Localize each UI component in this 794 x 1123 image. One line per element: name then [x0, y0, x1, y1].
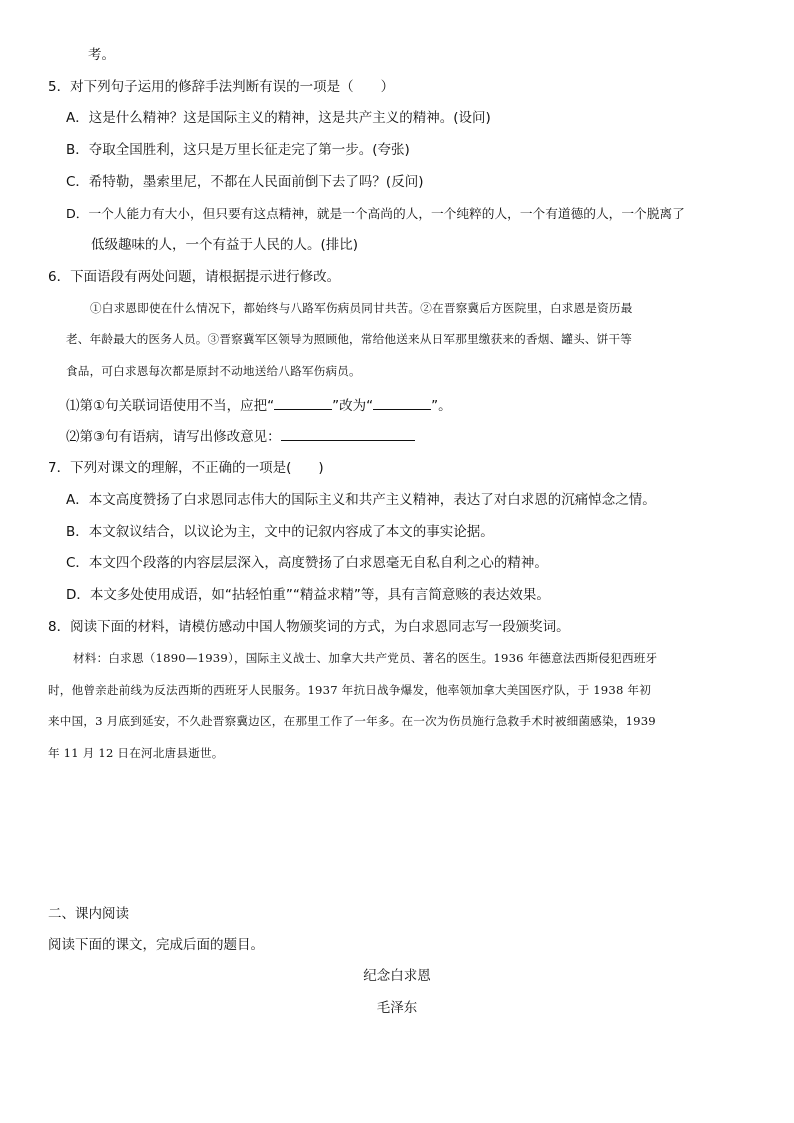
sub-2-answer-blank[interactable] — [281, 427, 415, 441]
sub-1-answer-blank-2[interactable] — [373, 396, 431, 410]
question-7-stem: 7．下列对课文的理解，不正确的一项是( ) — [48, 460, 324, 476]
sub-1-prefix: ⑴第①句关联词语使用不当，应把“ — [66, 398, 275, 414]
sub-2-prefix: ⑵第③句有语病，请写出修改意见： — [66, 429, 281, 445]
question-6-passage-line-2: 老、年龄最大的医务人员。③晋察冀军区领导为照顾他，常给他送来从日军那里缴获来的香烟、罐头、饼干等 — [66, 332, 633, 346]
question-6-passage-line-1: ①白求恩即使在什么情况下，都始终与八路军伤病员同甘共苦。②在晋察冀后方医院里，白求恩是资历最 — [90, 301, 633, 315]
article-title: 纪念白求恩 — [363, 968, 431, 984]
question-8-material-line-1: 材料：白求恩（1890—1939），国际主义战士、加拿大共产党员、著名的医生。1936 年德意法西斯侵犯西班牙 — [73, 651, 658, 665]
question-8-stem: 8．阅读下面的材料，请模仿感动中国人物颁奖词的方式，为白求恩同志写一段颁奖词。 — [48, 619, 570, 635]
question-4-tail: 考。 — [88, 47, 115, 63]
sub-1-middle: ”改为“ — [332, 398, 374, 414]
question-7-option-a: A．本文高度赞扬了白求恩同志伟大的国际主义和共产主义精神，表达了对白求恩的沉痛悼念之情。 — [66, 492, 656, 508]
article-author: 毛泽东 — [376, 1000, 418, 1016]
question-7-option-d: D．本文多处使用成语，如“拈轻怕重”“精益求精”等，具有言简意赅的表达效果。 — [66, 587, 550, 603]
question-6-passage-line-3: 食品，可白求恩每次都是原封不动地送给八路军伤病员。 — [66, 364, 361, 378]
sub-1-answer-blank-1[interactable] — [274, 396, 332, 410]
question-8-material-line-2: 时，他曾亲赴前线为反法西斯的西班牙人民服务。1937 年抗日战争爆发，他率领加拿大美国医疗队，于 1938 年初 — [48, 683, 651, 697]
question-8-material-line-4: 年 11 月 12 日在河北唐县逝世。 — [48, 746, 224, 760]
question-5-option-a: A．这是什么精神？这是国际主义的精神，这是共产主义的精神。(设问) — [66, 110, 491, 126]
question-6-sub-1 — [66, 396, 452, 415]
section-2-instruction: 阅读下面的课文，完成后面的题目。 — [48, 937, 264, 953]
question-7-option-b: B．本文叙议结合，以议论为主，文中的记叙内容成了本文的事实论据。 — [66, 524, 494, 540]
question-5-stem: 5．对下列句子运用的修辞手法判断有误的一项是（ ） — [48, 79, 395, 95]
question-5-option-c: C．希特勒，墨索里尼，不都在人民面前倒下去了吗？(反问) — [66, 174, 424, 190]
question-8-material-line-3: 来中国，3 月底到延安，不久赴晋察冀边区，在那里工作了一年多。在一次为伤员施行急救手术时被细菌感染，1939 — [48, 714, 656, 728]
question-5-option-d-cont: 低级趣味的人，一个有益于人民的人。(排比) — [91, 237, 359, 253]
section-2-heading: 二、课内阅读 — [48, 906, 129, 922]
question-5-option-d: D．一个人能力有大小，但只要有这点精神，就是一个高尚的人，一个纯粹的人，一个有道德的人，一个脱离了 — [66, 206, 685, 221]
question-7-option-c: C．本文四个段落的内容层层深入，高度赞扬了白求恩毫无自私自利之心的精神。 — [66, 555, 548, 571]
sub-1-suffix: ”。 — [431, 398, 452, 414]
question-6-stem: 6．下面语段有两处问题，请根据提示进行修改。 — [48, 269, 341, 285]
question-6-sub-2 — [66, 427, 415, 446]
question-5-option-b: B．夺取全国胜利，这只是万里长征走完了第一步。(夸张) — [66, 142, 410, 158]
